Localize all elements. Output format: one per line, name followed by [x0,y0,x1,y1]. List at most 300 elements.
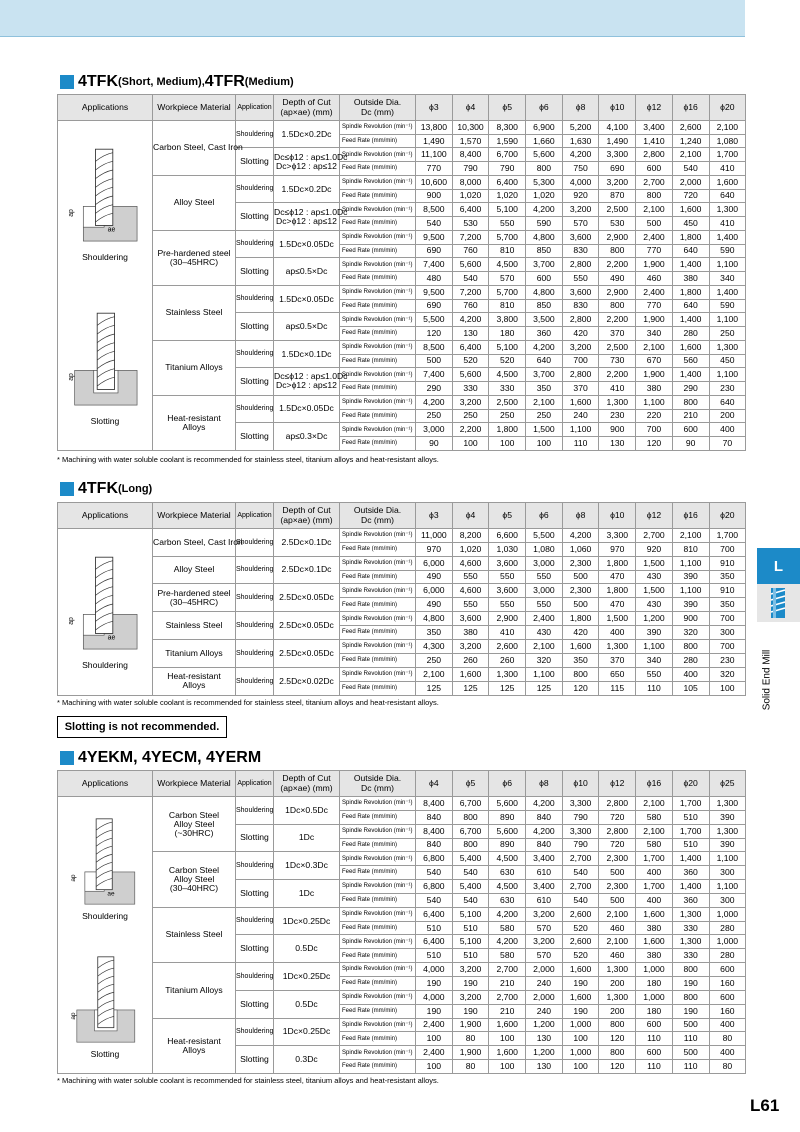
spindle-value: 2,600 [489,639,526,653]
spindle-value: 11,100 [416,148,453,162]
feed-value: 590 [709,244,746,258]
spindle-value: 6,000 [416,556,453,570]
feed-value: 380 [636,949,673,963]
spindle-value: 1,300 [489,667,526,681]
spindle-revolution-label: Spindle Revolution (min⁻¹) [340,203,416,217]
feed-value: 210 [489,1004,526,1018]
application-type: Slotting [236,258,274,285]
feed-value: 410 [709,217,746,231]
section-title-4tfk-4tfr: 4TFK (Short, Medium), 4TFR (Medium) [60,72,294,92]
spindle-value: 4,000 [416,990,453,1004]
feed-value: 1,020 [489,189,526,203]
workpiece-material: Titanium Alloys [153,963,236,1018]
feed-value: 790 [562,838,599,852]
spindle-value: 640 [709,395,746,409]
feed-value: 420 [562,327,599,341]
feed-value: 110 [562,437,599,451]
feed-value: 500 [562,570,599,584]
spindle-value: 3,400 [526,880,563,894]
feed-value: 280 [672,327,709,341]
slotting-diagram-icon [66,305,144,417]
feed-value: 470 [599,570,636,584]
slotting-diagram-icon [66,952,144,1051]
feed-value: 640 [709,189,746,203]
feed-value: 100 [489,1060,526,1074]
table-row [58,852,746,866]
spindle-value: 4,600 [452,584,489,598]
feed-value: 500 [636,217,673,231]
feed-value: 510 [416,921,453,935]
feed-value: 640 [526,354,563,368]
feed-value: 1,080 [709,134,746,148]
feed-value: 370 [599,653,636,667]
spindle-revolution-label: Spindle Revolution (min⁻¹) [340,639,416,653]
depth-of-cut: 1Dc [274,824,340,852]
feed-value: 540 [452,893,489,907]
feed-value: 800 [452,838,489,852]
feed-value: 770 [416,162,453,176]
table-row [58,1018,746,1032]
depth-of-cut: 1Dc×0.25Dc [274,1018,340,1046]
feed-rate-label: Feed Rate (mm/min) [340,1060,416,1074]
spindle-value: 3,200 [452,395,489,409]
spindle-value: 3,200 [562,340,599,354]
feed-value: 230 [599,409,636,423]
table-row [58,797,746,811]
spindle-value: 5,100 [452,935,489,949]
depth-of-cut: 1.5Dc×0.1Dc [274,340,340,367]
header-rule [0,36,745,37]
spindle-value: 3,000 [526,556,563,570]
workpiece-material: Stainless Steel [153,907,236,962]
feed-value: 100 [416,1032,453,1046]
feed-value: 890 [489,810,526,824]
feed-value: 470 [599,598,636,612]
feed-rate-label: Feed Rate (mm/min) [340,570,416,584]
feed-value: 250 [416,409,453,423]
svg-text:ap: ap [67,373,75,381]
spindle-value: 800 [672,639,709,653]
feed-value: 240 [526,1004,563,1018]
feed-value: 100 [562,1060,599,1074]
spindle-value: 1,400 [672,368,709,382]
depth-of-cut: 1.5Dc×0.2Dc [274,175,340,202]
svg-text:ap: ap [67,616,75,625]
header-diameter: ϕ12 [599,771,636,797]
feed-rate-label: Feed Rate (mm/min) [340,681,416,695]
depth-of-cut: 2.5Dc×0.02Dc [274,667,340,695]
spindle-value: 4,300 [416,639,453,653]
feed-value: 120 [599,1060,636,1074]
feed-value: 630 [489,866,526,880]
feed-value: 1,490 [599,134,636,148]
spindle-revolution-label: Spindle Revolution (min⁻¹) [340,852,416,866]
feed-value: 90 [416,437,453,451]
spindle-value: 1,300 [599,395,636,409]
spindle-value: 1,300 [599,963,636,977]
header-diameter: ϕ20 [672,771,709,797]
spindle-value: 1,600 [709,175,746,189]
depth-of-cut: 2.5Dc×0.05Dc [274,584,340,612]
feed-rate-label: Feed Rate (mm/min) [340,977,416,991]
spindle-value: 8,400 [416,824,453,838]
spindle-value: 1,800 [489,423,526,437]
feed-value: 290 [672,382,709,396]
spindle-value: 6,400 [489,175,526,189]
workpiece-material: Carbon Steel, Cast Iron [153,121,236,176]
feed-value: 840 [526,838,563,852]
header-diameter: ϕ10 [599,95,636,121]
feed-value: 550 [562,272,599,286]
table-row [58,529,746,543]
depth-of-cut: 1.5Dc×0.05Dc [274,230,340,257]
feed-value: 130 [452,327,489,341]
spindle-value: 8,200 [452,529,489,543]
spindle-value: 2,100 [599,907,636,921]
feed-rate-label: Feed Rate (mm/min) [340,1004,416,1018]
feed-value: 610 [526,893,563,907]
spindle-value: 1,300 [599,990,636,1004]
spindle-revolution-label: Spindle Revolution (min⁻¹) [340,667,416,681]
depth-of-cut: 1.5Dc×0.2Dc [274,121,340,148]
feed-value: 80 [452,1060,489,1074]
spindle-value: 2,100 [709,121,746,135]
feed-value: 540 [562,866,599,880]
feed-value: 390 [709,810,746,824]
feed-value: 720 [599,838,636,852]
spindle-value: 2,900 [599,230,636,244]
header-outside-dia: Outside Dia. Dc (mm) [340,95,416,121]
svg-text:ae: ae [107,226,116,234]
spindle-value: 2,100 [599,935,636,949]
spindle-value: 8,000 [452,175,489,189]
spindle-value: 9,500 [416,285,453,299]
spindle-revolution-label: Spindle Revolution (min⁻¹) [340,824,416,838]
spindle-value: 3,200 [452,639,489,653]
spindle-value: 1,900 [636,258,673,272]
header-diameter: ϕ3 [416,503,453,529]
feed-value: 770 [636,299,673,313]
feed-value: 810 [672,542,709,556]
depth-of-cut: 0.3Dc [274,1046,340,1074]
feed-value: 250 [452,409,489,423]
header-diameter: ϕ5 [489,95,526,121]
feed-value: 490 [416,598,453,612]
spindle-value: 1,300 [599,639,636,653]
spindle-value: 2,700 [636,529,673,543]
feed-value: 1,630 [562,134,599,148]
application-type: Shouldering [236,852,274,880]
header-applications: Applications [58,503,153,529]
feed-value: 410 [709,162,746,176]
spindle-value: 4,500 [489,368,526,382]
feed-value: 390 [636,626,673,640]
feed-value: 80 [709,1060,746,1074]
spindle-value: 400 [672,667,709,681]
feed-value: 720 [672,189,709,203]
header-diameter: ϕ6 [489,771,526,797]
feed-value: 460 [599,949,636,963]
spindle-value: 8,300 [489,121,526,135]
feed-value: 430 [636,598,673,612]
application-type: Shouldering [236,230,274,257]
spindle-value: 1,300 [672,907,709,921]
feed-value: 190 [452,977,489,991]
spindle-value: 2,900 [489,612,526,626]
spindle-value: 1,200 [636,612,673,626]
application-type: Shouldering [236,907,274,935]
feed-value: 300 [709,866,746,880]
feed-value: 970 [599,542,636,556]
table-row [58,395,746,409]
spindle-value: 2,400 [636,285,673,299]
shouldering-diagram-icon [66,549,144,661]
feed-value: 320 [672,626,709,640]
spindle-value: 2,800 [562,313,599,327]
spindle-value: 1,700 [636,852,673,866]
spindle-value: 1,800 [562,612,599,626]
feed-value: 360 [672,893,709,907]
spindle-value: 1,600 [672,203,709,217]
spindle-value: 6,700 [489,148,526,162]
feed-value: 160 [709,977,746,991]
feed-value: 520 [452,354,489,368]
application-type: Shouldering [236,395,274,422]
feed-value: 1,020 [452,542,489,556]
feed-value: 500 [562,598,599,612]
spindle-value: 5,200 [562,121,599,135]
spindle-value: 2,600 [562,935,599,949]
cutting-conditions-table-4tfk-4tfr [57,94,746,451]
spindle-value: 1,100 [709,258,746,272]
header-diameter: ϕ16 [636,771,673,797]
spindle-value: 1,100 [562,423,599,437]
spindle-value: 2,200 [599,313,636,327]
spindle-revolution-label: Spindle Revolution (min⁻¹) [340,423,416,437]
coolant-note: * Machining with water soluble coolant is recommended for stainless steel, titanium alloys and heat-resistant alloys. [57,698,439,707]
spindle-value: 3,300 [599,529,636,543]
feed-value: 510 [452,949,489,963]
feed-value: 190 [452,1004,489,1018]
feed-value: 350 [416,626,453,640]
feed-rate-label: Feed Rate (mm/min) [340,949,416,963]
spindle-revolution-label: Spindle Revolution (min⁻¹) [340,529,416,543]
feed-value: 350 [526,382,563,396]
feed-value: 125 [416,681,453,695]
application-type: Shouldering [236,121,274,148]
feed-value: 240 [562,409,599,423]
spindle-value: 3,600 [562,285,599,299]
spindle-value: 3,500 [526,313,563,327]
spindle-value: 3,300 [562,797,599,811]
feed-value: 100 [416,1060,453,1074]
spindle-revolution-label: Spindle Revolution (min⁻¹) [340,584,416,598]
depth-of-cut: ap≤0.5×Dc [274,313,340,340]
feed-value: 540 [562,893,599,907]
spindle-value: 3,600 [489,584,526,598]
spindle-value: 1,500 [636,556,673,570]
feed-value: 550 [452,598,489,612]
depth-of-cut: 1Dc×0.25Dc [274,907,340,935]
spindle-value: 2,100 [672,529,709,543]
feed-rate-label: Feed Rate (mm/min) [340,542,416,556]
feed-value: 530 [599,217,636,231]
header-application: Application [236,95,274,121]
spindle-value: 650 [599,667,636,681]
feed-value: 580 [489,949,526,963]
feed-value: 460 [599,921,636,935]
spindle-value: 4,200 [526,824,563,838]
feed-value: 510 [416,949,453,963]
section-marker-icon [60,75,74,89]
feed-value: 840 [526,810,563,824]
spindle-value: 600 [709,963,746,977]
feed-value: 210 [672,409,709,423]
spindle-value: 8,500 [416,340,453,354]
spindle-value: 1,900 [452,1018,489,1032]
header-diameter: ϕ4 [416,771,453,797]
feed-value: 580 [636,838,673,852]
feed-value: 590 [709,299,746,313]
svg-text:ap: ap [67,208,75,217]
spindle-value: 2,000 [526,990,563,1004]
feed-value: 810 [489,244,526,258]
feed-value: 210 [489,977,526,991]
application-type: Shouldering [236,175,274,202]
feed-value: 1,240 [672,134,709,148]
table-row [58,230,746,244]
spindle-value: 1,100 [709,368,746,382]
header-application: Application [236,503,274,529]
feed-value: 510 [672,838,709,852]
depth-of-cut: Dc≤ϕ12 : ap≤1.0Dc Dc>ϕ12 : ap≤12 [274,148,340,175]
spindle-value: 1,600 [636,935,673,949]
feed-value: 180 [636,1004,673,1018]
feed-rate-label: Feed Rate (mm/min) [340,866,416,880]
feed-rate-label: Feed Rate (mm/min) [340,299,416,313]
application-type: Slotting [236,423,274,451]
section-marker-icon [60,751,74,765]
feed-value: 130 [526,1032,563,1046]
feed-value: 800 [636,189,673,203]
feed-value: 890 [489,838,526,852]
spindle-value: 5,100 [489,203,526,217]
spindle-value: 1,000 [636,963,673,977]
spindle-value: 3,600 [489,556,526,570]
spindle-value: 2,700 [636,175,673,189]
header-diameter: ϕ16 [672,95,709,121]
header-diameter: ϕ20 [709,95,746,121]
spindle-value: 3,200 [526,907,563,921]
spindle-value: 3,700 [526,368,563,382]
spindle-value: 3,800 [489,313,526,327]
spindle-revolution-label: Spindle Revolution (min⁻¹) [340,285,416,299]
feed-rate-label: Feed Rate (mm/min) [340,244,416,258]
header-diameter: ϕ12 [636,95,673,121]
spindle-value: 2,100 [636,203,673,217]
feed-value: 130 [526,1060,563,1074]
workpiece-material: Carbon Steel, Cast Iron [153,529,236,557]
feed-value: 400 [599,626,636,640]
feed-value: 110 [672,1032,709,1046]
feed-value: 100 [526,437,563,451]
feed-value: 970 [416,542,453,556]
feed-value: 920 [562,189,599,203]
application-type: Slotting [236,148,274,175]
feed-value: 120 [562,681,599,695]
spindle-value: 5,600 [489,824,526,838]
spindle-revolution-label: Spindle Revolution (min⁻¹) [340,612,416,626]
spindle-value: 3,000 [526,584,563,598]
feed-value: 540 [452,866,489,880]
feed-value: 330 [489,382,526,396]
spindle-value: 2,800 [636,148,673,162]
feed-value: 500 [599,893,636,907]
table-row [58,667,746,681]
application-type: Slotting [236,203,274,230]
spindle-value: 1,100 [636,639,673,653]
feed-value: 400 [636,893,673,907]
feed-value: 340 [636,327,673,341]
feed-rate-label: Feed Rate (mm/min) [340,189,416,203]
feed-value: 400 [636,866,673,880]
header-diameter: ϕ8 [526,771,563,797]
header-diameter: ϕ10 [599,503,636,529]
spindle-value: 3,200 [452,990,489,1004]
side-tab-letter[interactable]: L [757,548,800,584]
spindle-value: 2,500 [489,395,526,409]
feed-value: 380 [672,272,709,286]
spindle-value: 11,000 [416,529,453,543]
spindle-value: 2,100 [526,395,563,409]
spindle-value: 1,600 [562,963,599,977]
feed-value: 110 [672,1060,709,1074]
feed-rate-label: Feed Rate (mm/min) [340,382,416,396]
spindle-value: 1,700 [672,824,709,838]
spindle-value: 1,400 [709,230,746,244]
spindle-value: 800 [672,395,709,409]
feed-value: 380 [636,921,673,935]
spindle-value: 1,000 [709,935,746,949]
spindle-value: 3,200 [526,935,563,949]
spindle-value: 1,400 [672,852,709,866]
spindle-value: 4,600 [452,556,489,570]
spindle-value: 6,000 [416,584,453,598]
spindle-value: 4,200 [452,313,489,327]
depth-of-cut: 1Dc×0.5Dc [274,797,340,825]
feed-value: 640 [672,299,709,313]
depth-of-cut: ap≤0.5×Dc [274,258,340,285]
feed-value: 690 [599,162,636,176]
spindle-value: 4,200 [489,907,526,921]
depth-of-cut: 0.5Dc [274,935,340,963]
header-applications: Applications [58,95,153,121]
svg-text:ae: ae [107,634,116,642]
feed-rate-label: Feed Rate (mm/min) [340,272,416,286]
header-diameter: ϕ20 [709,503,746,529]
feed-rate-label: Feed Rate (mm/min) [340,1032,416,1046]
application-type: Slotting [236,880,274,908]
spindle-value: 2,100 [636,797,673,811]
header-diameter: ϕ8 [562,503,599,529]
spindle-value: 800 [672,963,709,977]
spindle-value: 4,800 [416,612,453,626]
spindle-value: 4,000 [416,963,453,977]
spindle-revolution-label: Spindle Revolution (min⁻¹) [340,313,416,327]
spindle-value: 2,500 [599,203,636,217]
feed-value: 70 [709,437,746,451]
spindle-value: 1,100 [672,584,709,598]
